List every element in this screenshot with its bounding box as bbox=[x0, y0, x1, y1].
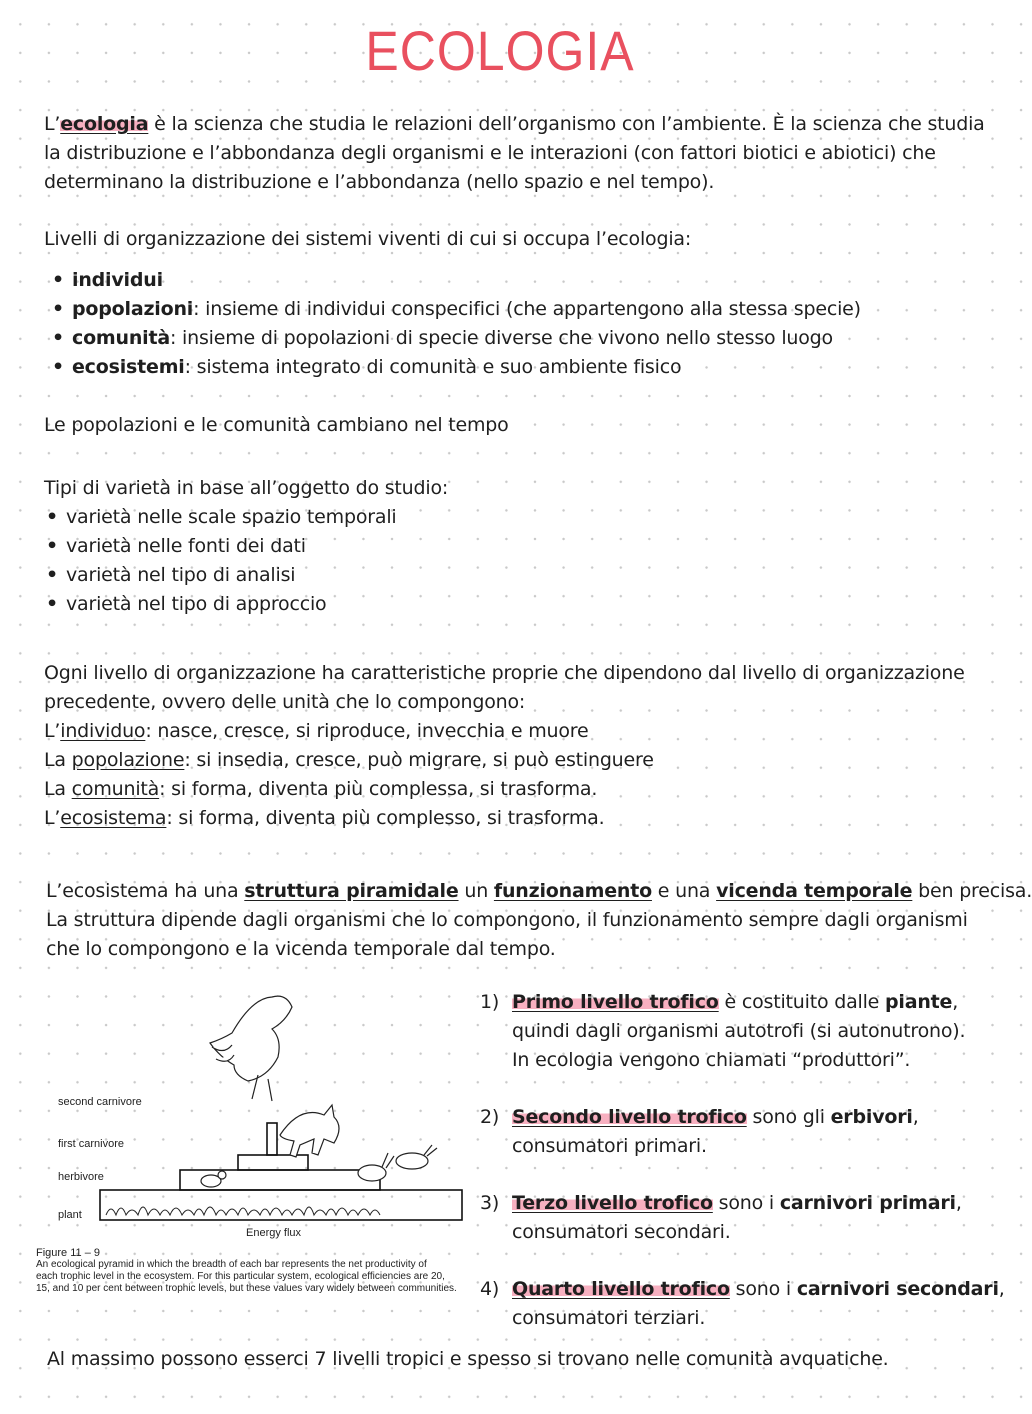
intro-paragraph bbox=[44, 110, 985, 197]
trophic-line: quindi dagli organismi autotrofi (si autonutrono). bbox=[512, 1020, 966, 1042]
term-vicenda-temporale: vicenda temporale bbox=[716, 880, 913, 902]
list-item bbox=[480, 988, 990, 1075]
eco-text: L’ecosistema ha una bbox=[46, 880, 245, 902]
item-number: 4) bbox=[480, 1278, 500, 1300]
trophic-term: Quarto livello trofico bbox=[512, 1278, 730, 1300]
trophic-text: sono gli bbox=[746, 1106, 831, 1128]
second-carnivore-drawing bbox=[210, 996, 292, 1101]
list-item: • varietà nelle fonti dei dati bbox=[44, 532, 448, 561]
plant-bar bbox=[100, 1190, 462, 1220]
list-item bbox=[480, 1189, 990, 1247]
intro-line-1 bbox=[44, 110, 985, 139]
first-carnivore-bar bbox=[238, 1155, 308, 1170]
term-ecologia: ecologia bbox=[60, 113, 149, 135]
trophic-line bbox=[512, 1189, 990, 1218]
org-row-term: ecosistema bbox=[60, 807, 167, 829]
page-title: ECOLOGIA bbox=[365, 19, 635, 83]
list-item bbox=[44, 295, 861, 324]
caption-line: 15, and 10 per cent between trophic levels, but these values vary widely between communities. bbox=[36, 1283, 457, 1294]
term-struttura-piramidale: struttura piramidale bbox=[244, 880, 459, 902]
caption-line: An ecological pyramid in which the breadth of each bar represents the net productivity of bbox=[36, 1259, 427, 1270]
eco-text: e una bbox=[651, 880, 717, 902]
intro-line-2: la distribuzione e l’abbondanza degli organismi e le interazioni (con fattori biotici e abiotici) che bbox=[44, 142, 936, 164]
term-funzionamento: funzionamento bbox=[493, 880, 652, 902]
trophic-line: consumatori primari. bbox=[512, 1135, 707, 1157]
ecosystem-line-3: che lo compongono e la vicenda temporale dal tempo. bbox=[46, 938, 556, 960]
org-row bbox=[44, 746, 965, 775]
org-row-prefix: L’ bbox=[44, 807, 61, 829]
list-item: • varietà nelle scale spazio temporali bbox=[44, 503, 448, 532]
first-carnivore-drawing bbox=[280, 1105, 339, 1157]
label-second-carnivore: second carnivore bbox=[58, 1096, 142, 1108]
second-carnivore-bar bbox=[267, 1123, 277, 1155]
eco-text: un bbox=[458, 880, 494, 902]
trophic-text: sono i bbox=[712, 1192, 780, 1214]
org-row-rest: : nasce, cresce, si riproduce, invecchia e muore bbox=[145, 720, 589, 742]
level-term: ecosistemi bbox=[72, 356, 185, 378]
figure-number: Figure 11 – 9 bbox=[36, 1247, 101, 1259]
trophic-text: , bbox=[955, 1192, 962, 1214]
level-term: individui bbox=[72, 269, 163, 291]
intro-line-1-rest: è la scienza che studia le relazioni dell’organismo con l’ambiente. È la scienza che studia bbox=[148, 113, 985, 135]
org-row-rest: : si insedia, cresce, può migrare, si può estinguere bbox=[184, 749, 654, 771]
org-row-prefix: L’ bbox=[44, 720, 61, 742]
org-row-term: comunità bbox=[71, 778, 160, 800]
ecosystem-line-1 bbox=[46, 877, 1032, 906]
trophic-line: consumatori terziari. bbox=[512, 1307, 706, 1329]
trophic-bold: erbivori bbox=[830, 1106, 913, 1128]
list-item bbox=[480, 1275, 1005, 1333]
trophic-line bbox=[512, 1103, 990, 1132]
figure-caption bbox=[36, 1247, 476, 1295]
trophic-term: Terzo livello trofico bbox=[512, 1192, 713, 1214]
level-desc: : insieme di individui conspecifici (che appartengono alla stessa specie) bbox=[193, 298, 861, 320]
trophic-levels-list bbox=[480, 988, 1005, 1361]
levels-list bbox=[44, 266, 861, 382]
level-term: popolazioni bbox=[72, 298, 194, 320]
level-term: comunità bbox=[72, 327, 170, 349]
org-row-prefix: La bbox=[44, 778, 72, 800]
trophic-term: Secondo livello trofico bbox=[512, 1106, 747, 1128]
trophic-text: è costituito dalle bbox=[718, 991, 886, 1013]
org-row-prefix: La bbox=[44, 749, 72, 771]
levels-heading: Livelli di organizzazione dei sistemi viventi di cui si occupa l’ecologia: bbox=[44, 228, 692, 250]
label-energy-flux: Energy flux bbox=[246, 1227, 302, 1239]
trophic-text: sono i bbox=[729, 1278, 797, 1300]
eco-text: ben precisa. bbox=[912, 880, 1032, 902]
intro-prefix: L’ bbox=[44, 113, 61, 135]
org-row-term: individuo bbox=[60, 720, 146, 742]
trophic-text: , bbox=[912, 1106, 919, 1128]
caption-line: each trophic level in the ecosystem. For this particular system, ecological efficiencies are 20, bbox=[36, 1271, 445, 1282]
trophic-line: In ecologia vengono chiamati “produttori”. bbox=[512, 1049, 911, 1071]
label-herbivore: herbivore bbox=[58, 1171, 104, 1183]
trophic-text: , bbox=[952, 991, 959, 1013]
org-line-1: Ogni livello di organizzazione ha caratteristiche proprie che dipendono dal livello di organizzazione bbox=[44, 662, 965, 684]
ecosystem-paragraph bbox=[46, 877, 1032, 964]
variety-section bbox=[44, 474, 448, 619]
org-row-term: popolazione bbox=[71, 749, 185, 771]
change-note: Le popolazioni e le comunità cambiano nel tempo bbox=[44, 414, 509, 436]
pyramid-illustration bbox=[36, 985, 472, 1245]
org-row bbox=[44, 775, 965, 804]
list-item bbox=[44, 324, 861, 353]
org-row bbox=[44, 717, 965, 746]
intro-line-3: determinano la distribuzione e l’abbondanza (nello spazio e nel tempo). bbox=[44, 171, 715, 193]
plant-drawing bbox=[106, 1207, 380, 1215]
item-number: 2) bbox=[480, 1106, 500, 1128]
trophic-bold: piante bbox=[885, 991, 953, 1013]
list-item bbox=[44, 353, 861, 382]
level-desc: : sistema integrato di comunità e suo ambiente fisico bbox=[184, 356, 682, 378]
label-first-carnivore: first carnivore bbox=[58, 1138, 125, 1150]
item-number: 1) bbox=[480, 991, 500, 1013]
ecological-pyramid-figure bbox=[36, 985, 472, 1325]
level-desc: : insieme di popolazioni di specie diverse che vivono nello stesso luogo bbox=[169, 327, 833, 349]
ecosystem-line-2: La struttura dipende dagli organismi che lo compongono, il funzionamento sempre dagli organismi bbox=[46, 909, 968, 931]
label-plant: plant bbox=[58, 1209, 82, 1221]
trophic-line bbox=[512, 988, 990, 1017]
trophic-text: , bbox=[998, 1278, 1005, 1300]
org-row-rest: : si forma, diventa più complessa, si trasforma. bbox=[159, 778, 598, 800]
list-item bbox=[44, 266, 861, 295]
footer-note: Al massimo possono esserci 7 livelli tropici e spesso si trovano nelle comunità avquatiche. bbox=[47, 1348, 889, 1370]
trophic-line bbox=[512, 1275, 1005, 1304]
variety-heading: Tipi di varietà in base all’oggetto do studio: bbox=[44, 477, 449, 499]
trophic-bold: carnivori secondari bbox=[796, 1278, 999, 1300]
trophic-bold: carnivori primari bbox=[779, 1192, 956, 1214]
org-row bbox=[44, 804, 965, 833]
trophic-term: Primo livello trofico bbox=[512, 991, 719, 1013]
org-row-rest: : si forma, diventa più complesso, si trasforma. bbox=[166, 807, 605, 829]
org-line-2: precedente, ovvero delle unità che lo compongono: bbox=[44, 691, 526, 713]
list-item: • varietà nel tipo di approccio bbox=[44, 590, 448, 619]
list-item: • varietà nel tipo di analisi bbox=[44, 561, 448, 590]
list-item bbox=[480, 1103, 990, 1161]
org-levels-section bbox=[44, 659, 965, 833]
trophic-line: consumatori secondari. bbox=[512, 1221, 731, 1243]
item-number: 3) bbox=[480, 1192, 500, 1214]
